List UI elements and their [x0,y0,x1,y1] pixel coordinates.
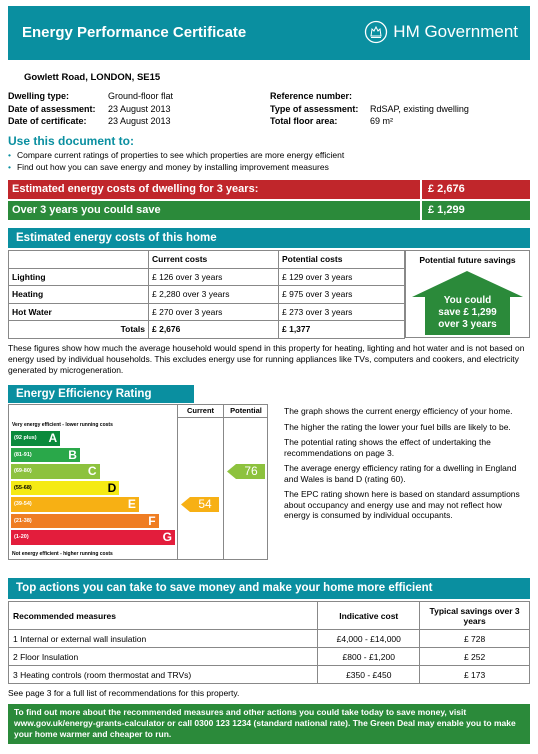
costs-section-title: Estimated energy costs of this home [8,228,530,248]
save-label: Over 3 years you could save [12,204,161,216]
cost-row-label: Hot Water [9,303,149,321]
costs-header-blank [9,251,149,269]
cost-current: £ 126 over 3 years [149,268,279,286]
divider [177,405,178,559]
bullet-text: Find out how you can save energy and money by installing improvement measures [16,161,329,172]
eer-potential-header: Potential [230,406,262,415]
action-measure: 1 Internal or external wall insulation [9,630,318,648]
eer-band-range: (1-20) [14,534,29,540]
info-label: Type of assessment: [270,103,359,114]
table-row [9,648,530,666]
eer-band-range: (39-54) [14,501,32,507]
eer-band-a [11,431,60,446]
eer-band-letter: E [127,497,136,511]
savings-line: save £ 1,299 [438,307,497,318]
savings-line: over 3 years [438,319,497,330]
see-page-note: See page 3 for a full list of recommendations for this property. [8,688,240,698]
actions-header-saving: Typical savings over 3 years [420,602,530,630]
action-cost: £4,000 - £14,000 [318,630,420,648]
info-value: Ground-floor flat [108,91,174,101]
divider [223,405,224,559]
save-bar [8,201,530,220]
eer-note: The EPC rating shown here is based on standard assumptions about occupancy and energy use and may not reflect how energy is consumed by individual occupants. [284,489,520,520]
eer-band-b [11,448,80,463]
page-title: Energy Performance Certificate [22,24,247,41]
action-saving: £ 728 [420,630,530,648]
eer-notes [284,406,526,526]
table-row [9,303,405,321]
info-value: 23 August 2013 [108,116,171,126]
action-measure: 3 Heating controls (room thermostat and TRVs) [9,666,318,684]
crest-icon [364,20,388,44]
estimated-cost-value: £ 2,676 [420,180,530,199]
hm-government-logo [364,20,518,44]
info-value: 23 August 2013 [108,103,171,114]
table-row [9,268,405,286]
current-rating-pointer [181,497,221,512]
eer-band-e [11,497,139,512]
info-label: Reference number: [270,91,353,101]
actions-header-measure: Recommended measures [9,602,318,630]
totals-row [9,321,405,339]
property-address: Gowlett Road, LONDON, SE15 [24,72,161,83]
divider [177,417,268,418]
savings-line: You could [443,295,492,306]
eer-band-letter: D [107,480,117,495]
eer-band-range: (55-68) [14,484,32,491]
cost-row-label: Heating [9,286,149,304]
footer-info: To find out more about the recommended measures and other actions you could take today to save money, visit www.gov.uk/energy-grants-calculator or call 0300 123 1234 (standard national rate). The Green Deal may enable you to make your home warmer and cheaper to run. [8,704,530,744]
action-saving: £ 252 [420,648,530,666]
eer-bottom-note: Not energy efficient - higher running costs [12,551,113,557]
actions-header-cost: Indicative cost [318,602,420,630]
savings-arrow [410,269,525,337]
page-header [8,6,530,60]
use-bullets [8,150,344,173]
eer-top-note: Very energy efficient - lower running costs [12,422,113,428]
info-label: Date of assessment: [8,103,96,114]
bullet-icon: • [8,150,11,160]
cost-row-label: Lighting [9,268,149,286]
eer-band-letter: B [68,447,77,462]
action-cost: £800 - £1,200 [318,648,420,666]
eer-band-letter: A [48,431,58,445]
cost-current: £ 270 over 3 years [149,303,279,321]
estimated-cost-bar [8,180,530,199]
eer-note: The average energy efficiency rating for a dwelling in England and Wales is band D (rating 60). [284,463,517,484]
info-left [8,90,173,128]
table-row [9,666,530,684]
eer-band-letter: F [148,513,156,528]
eer-band-range: (81-91) [14,451,32,458]
info-value: 69 m² [370,116,394,126]
eer-band-range: (69-80) [14,468,32,474]
actions-table [8,601,530,684]
actions-section-title: Top actions you can take to save money and make your home more efficient [8,578,530,599]
potential-rating-pointer-value: 76 [244,463,258,478]
eer-band-c [11,464,100,479]
eer-note: The higher the rating the lower your fuel bills are likely to be. [284,421,511,432]
cost-potential: £ 273 over 3 years [279,303,405,321]
costs-header-potential: Potential costs [279,251,405,269]
table-row [9,630,530,648]
eer-band-letter: G [162,530,172,544]
action-measure: 2 Floor Insulation [9,648,318,666]
savings-arrow-text [410,295,525,331]
eer-current-header: Current [186,406,215,415]
eer-band-f [11,514,159,529]
eer-band-range: (21-38) [14,517,32,524]
info-label: Date of certificate: [8,116,87,126]
eer-section-title: Energy Efficiency Rating [8,385,194,403]
eer-note: The potential rating shows the effect of undertaking the recommendations on page 3. [284,437,491,458]
info-right [270,90,469,128]
eer-band-g [11,530,175,545]
government-name: HM Government [393,22,518,41]
info-value: RdSAP, existing dwelling [370,103,469,114]
eer-chart [8,404,268,560]
use-document-heading: Use this document to: [8,134,135,148]
info-label: Total floor area: [270,116,338,126]
cost-potential: £ 129 over 3 years [279,268,405,286]
table-row [9,286,405,304]
total-current: £ 2,676 [149,321,279,339]
cost-current: £ 2,280 over 3 years [149,286,279,304]
potential-rating-pointer [227,464,267,479]
eer-band-range: (92 plus) [14,435,37,441]
cost-potential: £ 975 over 3 years [279,286,405,304]
total-potential: £ 1,377 [279,321,405,339]
totals-label: Totals [9,321,149,339]
costs-note: These figures show how much the average household would spend in this property for heating, lighting and hot water and is not based on energy used by individual households. This excludes energy use for running appliances like TVs, computers and cookers, and electricity generated by microgeneration. [8,343,525,375]
savings-header: Potential future savings [419,255,516,265]
costs-table [8,250,405,339]
current-rating-pointer-value: 54 [198,496,212,511]
eer-note: The graph shows the current energy efficiency of your home. [284,406,513,416]
bullet-text: Compare current ratings of properties to see which properties are more energy efficient [16,150,345,160]
potential-savings [405,250,530,338]
eer-band-letter: C [87,464,97,478]
bullet-icon: • [8,161,11,172]
estimated-cost-label: Estimated energy costs of dwelling for 3 years: [12,183,259,195]
info-label: Dwelling type: [8,91,70,101]
action-saving: £ 173 [420,666,530,684]
action-cost: £350 - £450 [318,666,420,684]
costs-header-current: Current costs [149,251,279,269]
eer-band-d [11,481,119,496]
save-value: £ 1,299 [420,201,530,220]
